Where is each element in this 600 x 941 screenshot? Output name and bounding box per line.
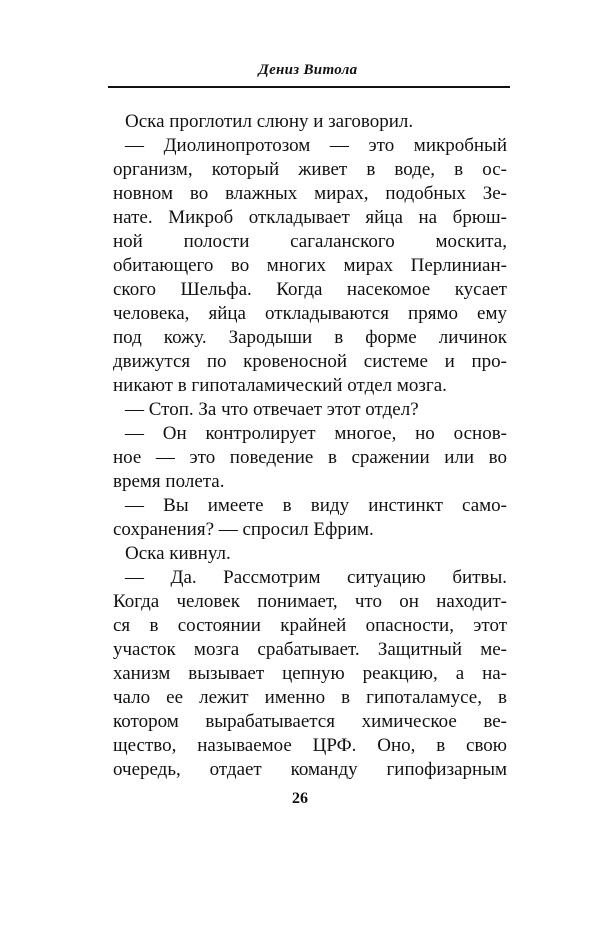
text-line: — Стоп. За что отвечает этот отдел? xyxy=(125,399,419,420)
text-line: — Да. Рассмотрим ситуацию битвы. xyxy=(125,567,507,588)
text-line: обитающего во многих мирах Перлиниан- xyxy=(113,255,507,276)
text-line: ся в состоянии крайней опасности, этот xyxy=(113,615,507,636)
page-number: 26 xyxy=(292,790,308,807)
text-line: щество, называемое ЦРФ. Оно, в свою xyxy=(113,735,507,756)
text-line: сохранения? — спросил Ефрим. xyxy=(113,519,374,540)
text-line: — Он контролирует многое, но основ- xyxy=(125,423,507,444)
text-line: ное — это поведение в сражении или во xyxy=(113,447,507,468)
text-line: нате. Микроб откладывает яйца на брюш- xyxy=(113,207,507,228)
text-line: ского Шельфа. Когда насекомое кусает xyxy=(113,279,507,300)
text-line: движутся по кровеносной системе и про- xyxy=(113,351,507,372)
text-line: Когда человек понимает, что он находит- xyxy=(113,591,507,612)
text-line: никают в гипоталамический отдел мозга. xyxy=(113,375,447,396)
text-line: организм, который живет в воде, в ос- xyxy=(113,159,507,180)
text-line: котором вырабатывается химическое ве- xyxy=(113,711,507,732)
text-line: ной полости сагаланского москита, xyxy=(113,231,507,252)
text-line: под кожу. Зародыши в форме личинок xyxy=(113,327,507,348)
text-line: чало ее лежит именно в гипоталамусе, в xyxy=(113,687,507,708)
running-head: Дениз Витола xyxy=(258,62,358,78)
text-line: человека, яйца откладываются прямо ему xyxy=(113,303,507,324)
body-text xyxy=(113,110,507,782)
text-line: новном во влажных мирах, подобных Зе- xyxy=(113,183,507,204)
text-line: Оска кивнул. xyxy=(125,543,231,564)
text-line: время полета. xyxy=(113,471,225,492)
text-line: участок мозга срабатывает. Защитный ме- xyxy=(113,639,507,660)
text-line: очередь, отдает команду гипофизарным xyxy=(113,759,507,780)
text-line: ханизм вызывает цепную реакцию, а на- xyxy=(113,663,507,684)
header-rule xyxy=(108,86,510,88)
text-line: — Вы имеете в виду инстинкт само- xyxy=(125,495,507,516)
text-line: — Диолинопротозом — это микробный xyxy=(125,135,507,156)
text-line: Оска проглотил слюну и заговорил. xyxy=(125,111,414,132)
